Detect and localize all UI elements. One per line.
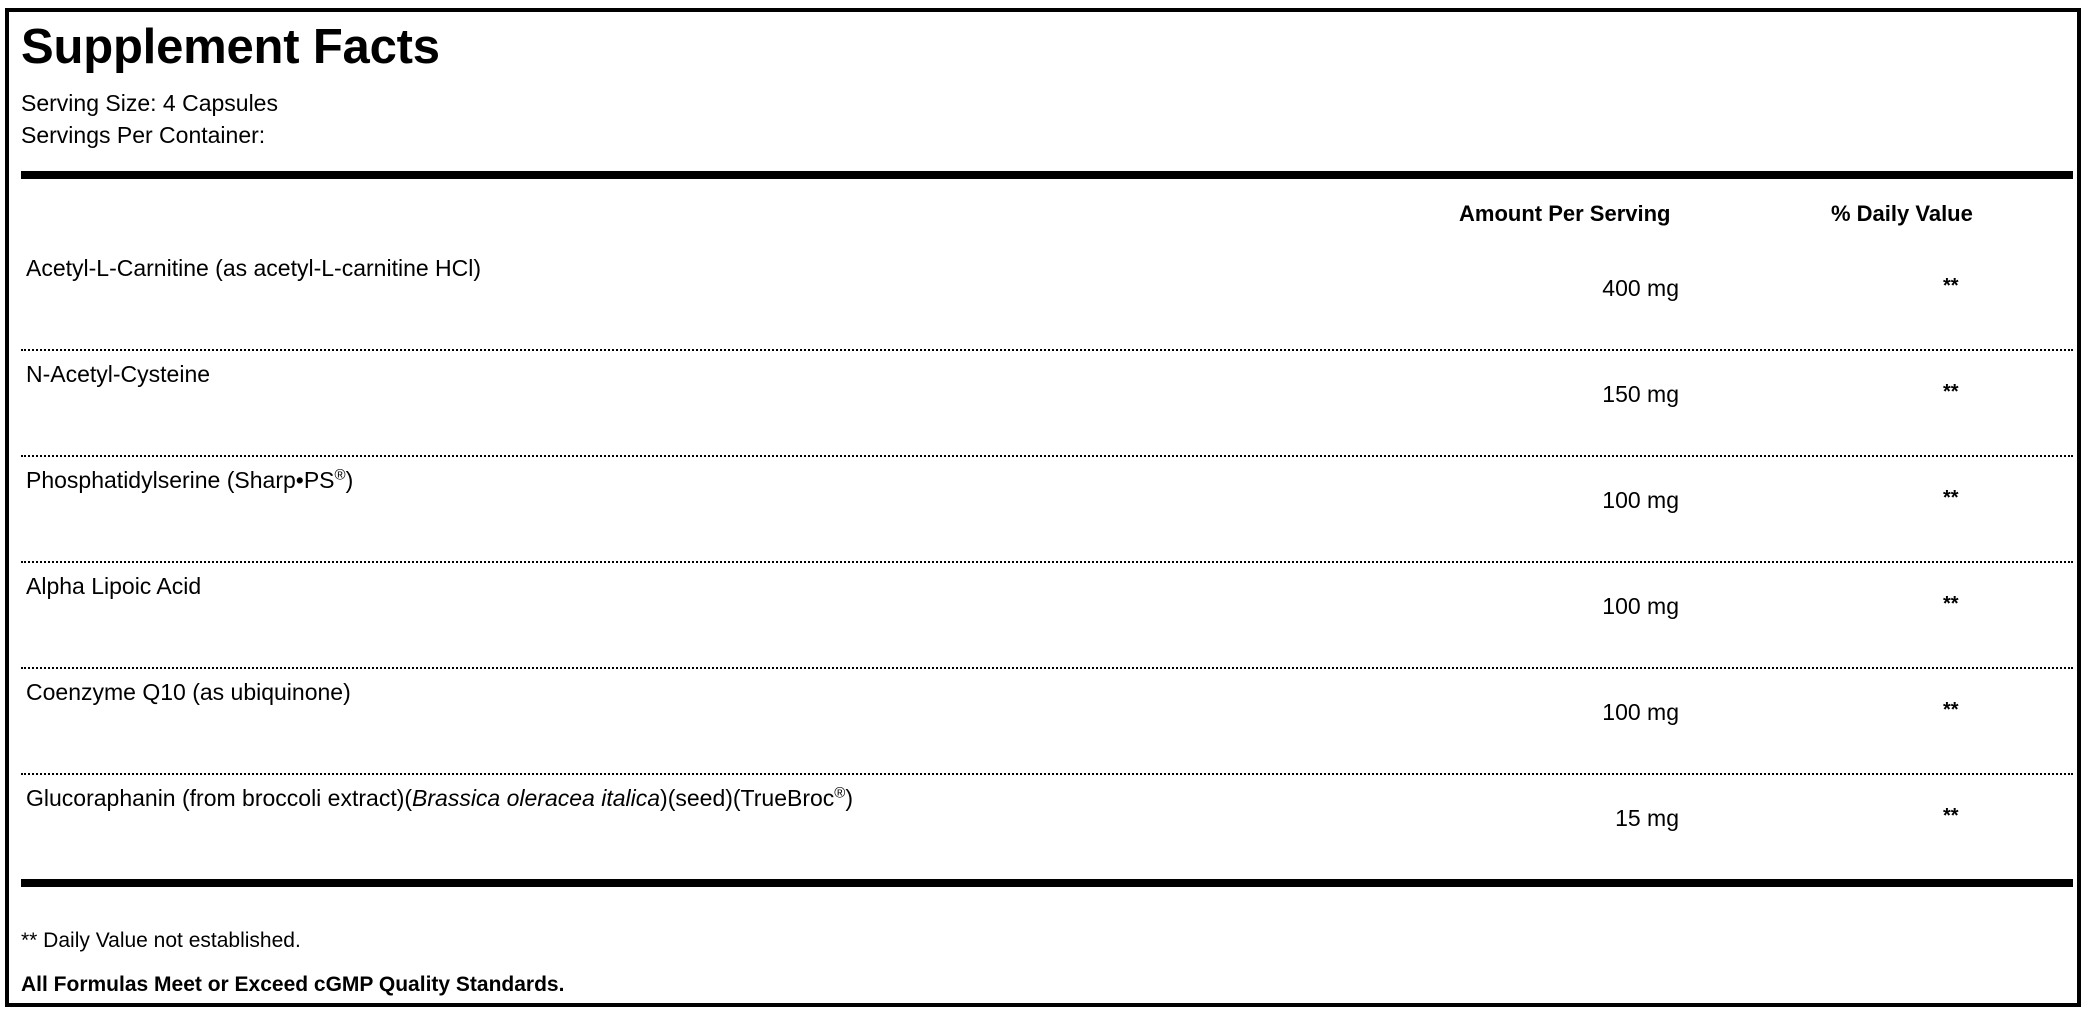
ingredient-name: N-Acetyl-Cysteine (26, 361, 211, 387)
ingredient-name (26, 467, 353, 494)
ingredient-daily-value: ** (1943, 593, 1959, 615)
ingredient-name (26, 785, 853, 812)
ingredient-row (21, 563, 2073, 669)
ingredient-name-mid: )(seed)(TrueBroc (660, 785, 835, 811)
ingredient-daily-value: ** (1943, 381, 1959, 403)
ingredient-daily-value: ** (1943, 699, 1959, 721)
ingredient-row (21, 351, 2073, 457)
registered-mark: ® (834, 784, 846, 802)
ingredient-daily-value: ** (1943, 487, 1959, 509)
daily-value-header: % Daily Value (1831, 201, 1973, 226)
amount-per-serving-header: Amount Per Serving (1459, 201, 1671, 226)
ingredient-amount: 100 mg (1602, 699, 1679, 725)
ingredient-row (21, 457, 2073, 563)
ingredient-name: Acetyl-L-Carnitine (as acetyl-L-carnitine HCl) (26, 255, 482, 281)
ingredient-row (21, 775, 2073, 881)
ingredient-name: Alpha Lipoic Acid (26, 573, 202, 599)
ingredient-name-end: ) (345, 467, 354, 493)
panel-title: Supplement Facts (21, 20, 440, 74)
ingredient-amount: 100 mg (1602, 593, 1679, 619)
ingredient-daily-value: ** (1943, 275, 1959, 297)
ingredient-amount: 150 mg (1602, 381, 1679, 407)
botanical-name: Brassica oleracea italica (412, 785, 661, 811)
ingredient-row (21, 669, 2073, 775)
ingredient-amount: 100 mg (1602, 487, 1679, 513)
ingredient-name-text: Phosphatidylserine (Sharp•PS (26, 467, 335, 493)
quality-statement: All Formulas Meet or Exceed cGMP Quality Standards. (21, 973, 565, 996)
servings-per-container: Servings Per Container: (21, 122, 266, 148)
ingredient-row (21, 245, 2073, 351)
daily-value-footnote: ** Daily Value not established. (21, 929, 301, 952)
ingredient-amount: 15 mg (1615, 805, 1679, 831)
ingredient-name: Coenzyme Q10 (as ubiquinone) (26, 679, 351, 705)
registered-mark: ® (334, 466, 346, 484)
bottom-divider (21, 879, 2073, 887)
serving-size: Serving Size: 4 Capsules (21, 90, 278, 116)
ingredient-daily-value: ** (1943, 805, 1959, 827)
ingredient-name-end: ) (845, 785, 854, 811)
ingredient-name-text: Glucoraphanin (from broccoli extract)( (26, 785, 413, 811)
supplement-facts-panel (5, 8, 2081, 1007)
top-divider (21, 171, 2073, 179)
ingredient-amount: 400 mg (1602, 275, 1679, 301)
